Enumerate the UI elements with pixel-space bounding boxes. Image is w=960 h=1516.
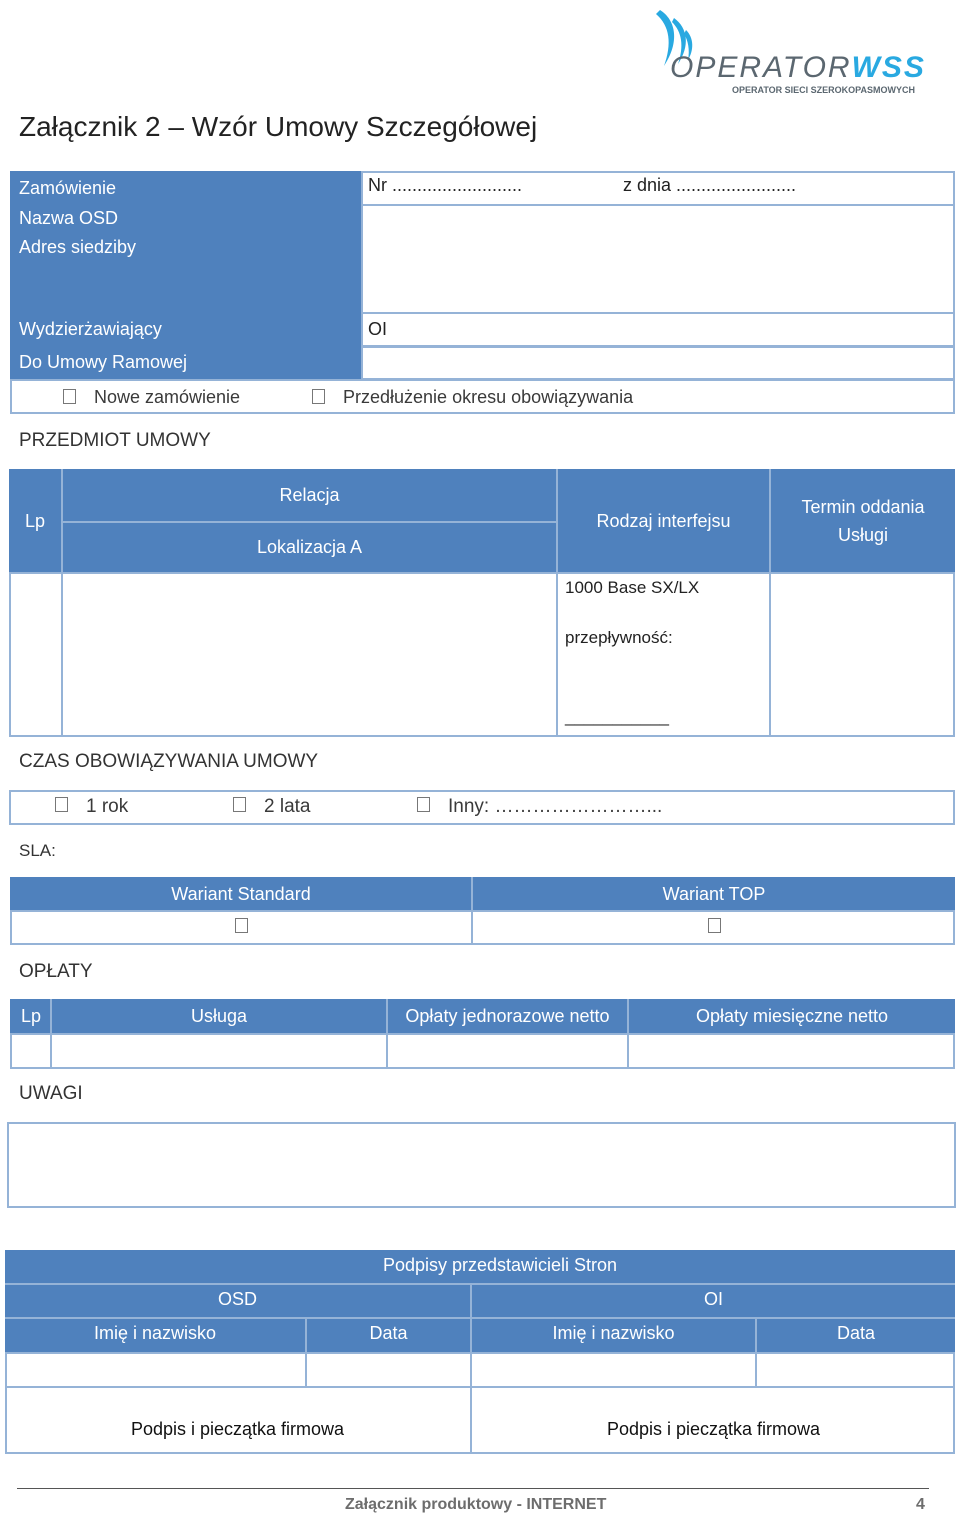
logo-brand-right: WSS (851, 51, 926, 84)
logo-tagline: OPERATOR SIECI SZEROKOPASMOWYCH (732, 85, 916, 95)
option-other[interactable] (417, 796, 662, 818)
section-subject: PRZEDMIOT UMOWY (19, 430, 211, 451)
option-2-years-label: 2 lata (264, 796, 311, 817)
logo-brand-left: OPERATOR (670, 51, 852, 84)
throughput-blank[interactable]: ___________ (565, 707, 670, 726)
checkbox-new-order[interactable] (63, 389, 76, 404)
sig-name-1: Imię i nazwisko (93, 1323, 217, 1343)
fees-col-service: Usługa (190, 1006, 248, 1026)
fees-col-onetime: Opłaty jednorazowe netto (405, 1006, 610, 1026)
section-fees: OPŁATY (19, 961, 93, 982)
lessee-value-cell[interactable] (361, 312, 955, 347)
subject-col-term-1: Termin oddania (801, 497, 925, 517)
option-2-years[interactable] (233, 796, 310, 818)
signatures-heading: Podpisy przedstawicieli Stron (382, 1255, 618, 1275)
sig-date-2: Data (836, 1323, 876, 1343)
footer-page-number: 4 (916, 1496, 925, 1513)
sla-top: Wariant TOP (662, 884, 766, 904)
sig-seal-1: Podpis i pieczątka firmowa (130, 1419, 345, 1439)
sig-hline-2 (5, 1317, 955, 1319)
sig-name-2: Imię i nazwisko (552, 1323, 675, 1343)
order-nr: Nr .......................... (368, 175, 523, 195)
sla-label: SLA: (19, 841, 56, 860)
label-framework: Do Umowy Ramowej (19, 352, 188, 372)
throughput-label: przepływność: (565, 628, 673, 647)
option-1-year[interactable] (55, 796, 128, 818)
checkbox-other[interactable] (417, 797, 430, 812)
checkbox-sla-standard[interactable] (10, 919, 472, 937)
option-extend-label: Przedłużenie okresu obowiązywania (343, 387, 634, 407)
order-info-cell[interactable] (361, 204, 955, 314)
label-address: Adres siedziby (19, 237, 137, 257)
sig-hline-1 (5, 1283, 955, 1285)
label-lessee: Wydzierżawiający (19, 319, 162, 339)
sig-party-osd: OSD (217, 1289, 257, 1309)
checkbox-sla-top[interactable] (473, 919, 955, 937)
order-date: z dnia ........................ (623, 175, 797, 195)
option-other-label: Inny: ……………………... (448, 796, 663, 817)
section-notes: UWAGI (19, 1083, 83, 1104)
logo-brand (670, 52, 926, 84)
sig-fill-row[interactable] (5, 1352, 955, 1388)
sig-date-1: Data (369, 1323, 408, 1343)
label-order: Zamówienie (19, 178, 117, 198)
subject-header-hdivider (63, 521, 556, 523)
framework-value-cell[interactable] (361, 346, 955, 380)
subject-col-interface: Rodzaj interfejsu (596, 511, 731, 531)
fees-col-monthly: Opłaty miesięczne netto (695, 1006, 889, 1026)
fees-body-row[interactable] (10, 1033, 955, 1069)
footer-rule (17, 1488, 929, 1489)
notes-box[interactable] (7, 1122, 956, 1208)
checkbox-extend[interactable] (312, 389, 325, 404)
subject-col-term-2: Usługi (837, 525, 889, 545)
lessee-value: OI (368, 319, 388, 339)
subject-col-relation: Relacja (279, 485, 340, 505)
section-duration: CZAS OBOWIĄZYWANIA UMOWY (19, 751, 319, 772)
sig-party-oi: OI (703, 1289, 723, 1309)
option-extend[interactable] (312, 386, 633, 408)
sla-standard: Wariant Standard (171, 884, 311, 904)
checkbox-1-year[interactable] (55, 797, 68, 812)
interface-value: 1000 Base SX/LX (565, 578, 700, 597)
option-1-year-label: 1 rok (86, 796, 129, 817)
checkbox-2-years[interactable] (233, 797, 246, 812)
subject-body-row[interactable] (9, 572, 955, 737)
sig-seal-2: Podpis i pieczątka firmowa (606, 1419, 821, 1439)
option-new-order-label: Nowe zamówienie (94, 387, 241, 407)
logo (640, 8, 940, 100)
subject-col-location: Lokalizacja A (256, 537, 363, 557)
option-new-order[interactable] (63, 386, 240, 408)
footer-text: Załącznik produktowy - INTERNET (345, 1496, 607, 1513)
fees-col-lp: Lp (21, 1006, 42, 1026)
label-osd-name: Nazwa OSD (19, 208, 119, 228)
page-title: Załącznik 2 – Wzór Umowy Szczegółowej (19, 111, 538, 142)
subject-col-lp: Lp (25, 511, 46, 531)
